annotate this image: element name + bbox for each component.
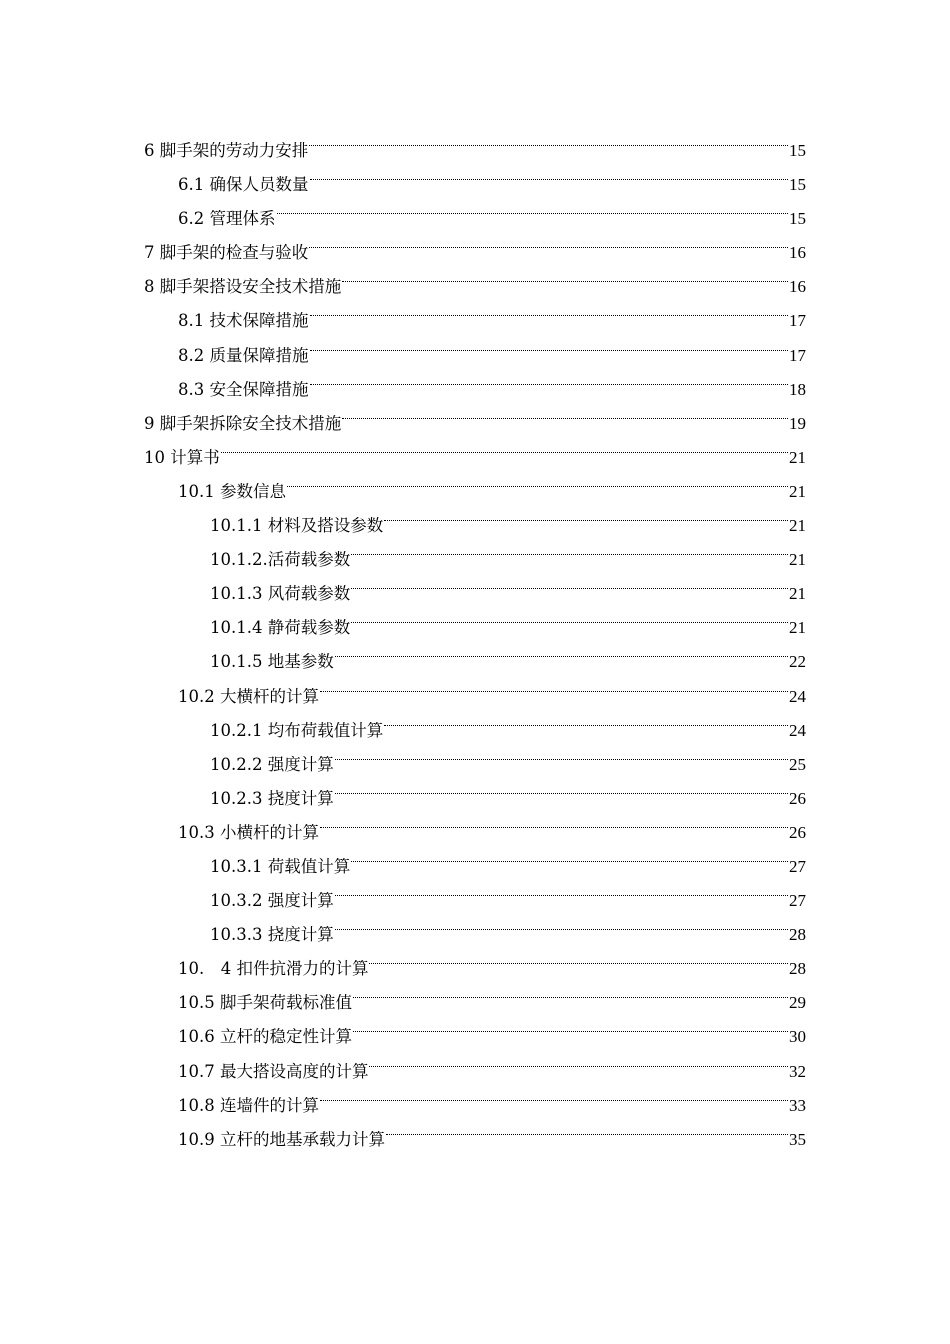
toc-entry-title: 10.1.5 地基参数 — [210, 652, 334, 672]
toc-entry-page: 16 — [789, 277, 806, 297]
toc-entry-page: 22 — [789, 652, 806, 672]
toc-dot-leader — [384, 702, 788, 736]
toc-entry-title: 8.1 技术保障措施 — [178, 311, 309, 331]
toc-dot-leader — [369, 940, 788, 974]
toc-entry[interactable] — [0, 633, 950, 672]
toc-entry-page: 35 — [789, 1129, 806, 1149]
toc-dot-leader — [369, 1043, 788, 1077]
toc-entry-page: 27 — [789, 891, 806, 911]
toc-entry-title: 10.3.1 荷载值计算 — [210, 856, 351, 876]
toc-entry[interactable] — [0, 224, 950, 263]
toc-entry-title: 10.9 立杆的地基承载力计算 — [178, 1129, 385, 1149]
toc-entry[interactable] — [0, 497, 950, 536]
toc-entry-page: 21 — [789, 618, 806, 638]
toc-entry[interactable] — [0, 804, 950, 842]
toc-dot-leader — [310, 292, 789, 326]
toc-dot-leader — [221, 429, 788, 463]
toc-entry[interactable] — [0, 770, 950, 808]
toc-dot-leader — [351, 531, 788, 565]
toc-entry-page: 33 — [789, 1095, 806, 1115]
toc-entry-page: 21 — [789, 516, 806, 536]
toc-entry-title: 10.1.4 静荷载参数 — [210, 618, 351, 638]
toc-entry-title: 10.5 脚手架荷载标准值 — [178, 993, 352, 1013]
toc-entry-page: 27 — [789, 856, 806, 876]
toc-dot-leader — [386, 1111, 788, 1145]
toc-dot-leader — [353, 1008, 788, 1042]
toc-entry-page: 18 — [789, 379, 806, 399]
toc-entry-page: 19 — [789, 413, 806, 433]
toc-entry[interactable] — [0, 1077, 950, 1115]
toc-dot-leader — [353, 974, 788, 1008]
toc-entry-page: 17 — [789, 345, 806, 365]
toc-entry[interactable] — [0, 838, 950, 876]
toc-entry-title: 10.2.2 强度计算 — [210, 754, 334, 774]
toc-entry[interactable] — [0, 327, 950, 365]
toc-dot-leader — [287, 463, 788, 497]
toc-entry-title: 10.7 最大搭设高度的计算 — [178, 1061, 369, 1081]
toc-entry[interactable] — [0, 156, 950, 195]
toc-entry[interactable] — [0, 395, 950, 433]
toc-entry-title: 9 脚手架拆除安全技术措施 — [144, 413, 342, 433]
toc-entry-page: 30 — [789, 1027, 806, 1047]
toc-dot-leader — [351, 599, 788, 633]
toc-entry[interactable] — [0, 1008, 950, 1047]
toc-entry-title: 10.1.3 风荷载参数 — [210, 584, 351, 604]
toc-entry[interactable] — [0, 906, 950, 945]
toc-entry[interactable] — [0, 702, 950, 740]
toc-dot-leader — [320, 1077, 788, 1111]
toc-entry-page: 28 — [789, 959, 806, 979]
toc-entry[interactable] — [0, 531, 950, 570]
toc-entry-page: 29 — [789, 993, 806, 1013]
toc-entry-title: 6.2 管理体系 — [178, 209, 276, 229]
toc-entry-title: 10. 4 扣件抗滑力的计算 — [178, 959, 369, 979]
toc-entry-page: 17 — [789, 311, 806, 331]
toc-entry-page: 16 — [789, 243, 806, 263]
toc-entry-title: 6 脚手架的劳动力安排 — [144, 141, 309, 160]
toc-dot-leader — [351, 838, 788, 872]
toc-entry[interactable] — [0, 292, 950, 331]
toc-dot-leader — [335, 770, 788, 804]
toc-dot-leader — [310, 361, 789, 395]
toc-entry-page: 26 — [789, 788, 806, 808]
toc-entry-page: 21 — [789, 447, 806, 467]
toc-entry-title: 6.1 确保人员数量 — [178, 175, 309, 195]
toc-entry[interactable] — [0, 122, 950, 160]
toc-entry[interactable] — [0, 361, 950, 399]
toc-entry-page: 15 — [789, 209, 806, 229]
toc-entry[interactable] — [0, 940, 950, 979]
toc-entry-title: 10.8 连墙件的计算 — [178, 1095, 319, 1115]
toc-dot-leader — [310, 327, 789, 361]
toc-dot-leader — [320, 804, 788, 838]
toc-entry[interactable] — [0, 190, 950, 229]
toc-dot-leader — [320, 668, 788, 702]
toc-entry-page: 24 — [789, 720, 806, 740]
toc-dot-leader — [309, 122, 788, 156]
toc-entry-title: 8.2 质量保障措施 — [178, 345, 309, 365]
toc-entry[interactable] — [0, 668, 950, 706]
toc-entry-title: 10.2.3 挠度计算 — [210, 788, 334, 808]
toc-entry-title: 10.1.2.活荷载参数 — [210, 550, 351, 570]
toc-entry-page: 24 — [789, 686, 806, 706]
toc-dot-leader — [335, 633, 788, 667]
toc-dot-leader — [310, 156, 789, 190]
toc-entry[interactable] — [0, 429, 950, 467]
toc-entry-title: 10.2 大横杆的计算 — [178, 686, 319, 706]
toc-entry-page: 32 — [789, 1061, 806, 1081]
toc-entry[interactable] — [0, 736, 950, 774]
toc-entry-page: 28 — [789, 925, 806, 945]
toc-entry[interactable] — [0, 258, 950, 297]
toc-dot-leader — [342, 395, 788, 429]
table-of-contents — [0, 122, 950, 1149]
toc-dot-leader — [384, 497, 788, 531]
toc-entry-page: 15 — [789, 141, 806, 160]
toc-entry-page: 21 — [789, 481, 806, 501]
toc-entry-page: 21 — [789, 584, 806, 604]
toc-dot-leader — [277, 190, 789, 224]
toc-entry-page: 15 — [789, 175, 806, 195]
toc-entry[interactable] — [0, 599, 950, 638]
toc-dot-leader — [335, 906, 788, 940]
toc-entry[interactable] — [0, 872, 950, 911]
toc-dot-leader — [309, 224, 788, 258]
toc-entry-title: 10.3.3 挠度计算 — [210, 925, 334, 945]
toc-entry-title: 10.3 小横杆的计算 — [178, 822, 319, 842]
toc-entry-title: 10.1.1 材料及搭设参数 — [210, 516, 384, 536]
toc-entry-page: 26 — [789, 822, 806, 842]
toc-entry-title: 8.3 安全保障措施 — [178, 379, 309, 399]
toc-entry-title: 7 脚手架的检查与验收 — [144, 243, 309, 263]
toc-dot-leader — [342, 258, 788, 292]
toc-entry-title: 10.6 立杆的稳定性计算 — [178, 1027, 352, 1047]
toc-entry[interactable] — [0, 463, 950, 501]
toc-entry-title: 10.1 参数信息 — [178, 481, 286, 501]
toc-entry[interactable] — [0, 974, 950, 1013]
toc-entry-title: 10.3.2 强度计算 — [210, 891, 334, 911]
toc-entry-title: 8 脚手架搭设安全技术措施 — [144, 277, 342, 297]
toc-dot-leader — [335, 736, 788, 770]
toc-entry-page: 25 — [789, 754, 806, 774]
toc-dot-leader — [351, 565, 788, 599]
toc-entry[interactable] — [0, 1111, 950, 1149]
toc-entry[interactable] — [0, 1043, 950, 1081]
toc-dot-leader — [335, 872, 788, 906]
toc-entry-page: 21 — [789, 550, 806, 570]
toc-entry-title: 10 计算书 — [144, 447, 220, 467]
toc-entry[interactable] — [0, 565, 950, 604]
toc-entry-title: 10.2.1 均布荷载值计算 — [210, 720, 384, 740]
